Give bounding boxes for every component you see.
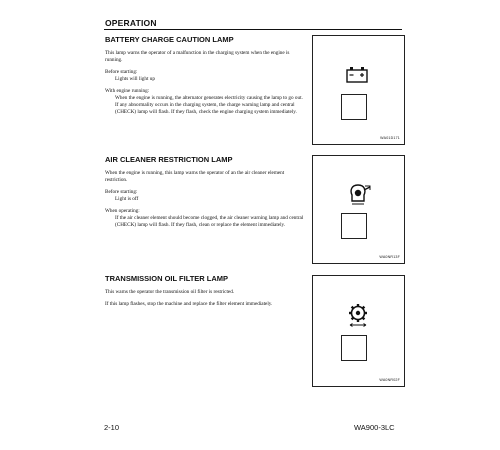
air-cleaner-section xyxy=(105,155,305,234)
action-text: If this lamp flashes, stop the machine and replace the filter element immediately. xyxy=(105,301,273,307)
section-title: BATTERY CHARGE CAUTION LAMP xyxy=(105,35,234,44)
air-cleaner-lamp-figure xyxy=(312,155,405,264)
before-starting-label: Before starting: xyxy=(105,189,138,195)
figure-code: WA0NR13F xyxy=(379,255,400,259)
running-text: When the engine is running, the alternator generates electricity causing the lamp to go out. If any abnormality occurs in the charging system, the charge warning lamp and central (CHECK) lamp will flash. If they flash, check the engine charging system immediately. xyxy=(115,95,303,115)
lamp-indicator-box xyxy=(341,335,367,361)
operating-label: When operating: xyxy=(105,208,140,214)
transmission-filter-icon xyxy=(343,304,373,328)
before-starting-label: Before starting: xyxy=(105,69,138,75)
before-starting-text: Light is off xyxy=(115,196,139,202)
transmission-oil-filter-section xyxy=(105,274,305,313)
figure-code: WA0NR02F xyxy=(379,378,400,382)
model-number: WA900-3LC xyxy=(354,423,395,432)
section-title: TRANSMISSION OIL FILTER LAMP xyxy=(105,274,229,283)
transmission-filter-lamp-figure xyxy=(312,275,405,387)
air-cleaner-icon xyxy=(343,182,373,206)
battery-icon xyxy=(343,64,373,84)
section-intro: This lamp warns the operator of a malfunction in the charging system when the engine is running. xyxy=(105,50,290,63)
before-starting-text: Lights will light up xyxy=(115,76,155,82)
figure-code: WA01D171 xyxy=(380,136,400,140)
section-intro: This warns the operator the transmission oil filter is restricted. xyxy=(105,289,235,295)
lamp-indicator-box xyxy=(341,94,367,120)
section-title: AIR CLEANER RESTRICTION LAMP xyxy=(105,155,233,164)
battery-charge-section xyxy=(105,35,305,121)
lamp-indicator-box xyxy=(341,213,367,239)
page-section-title: OPERATION xyxy=(105,18,157,28)
section-intro: When the engine is running, this lamp warns the operator of an the air cleaner element restriction. xyxy=(105,170,285,183)
page-number: 2-10 xyxy=(104,423,120,432)
battery-lamp-figure xyxy=(312,35,405,145)
header-divider xyxy=(104,29,402,30)
operating-text: If the air cleaner element should become clogged, the air cleaner warning lamp and central (CHECK) lamp will flash. If they flash, clean or replace the element immediately. xyxy=(115,215,304,228)
running-label: With engine running: xyxy=(105,88,150,94)
